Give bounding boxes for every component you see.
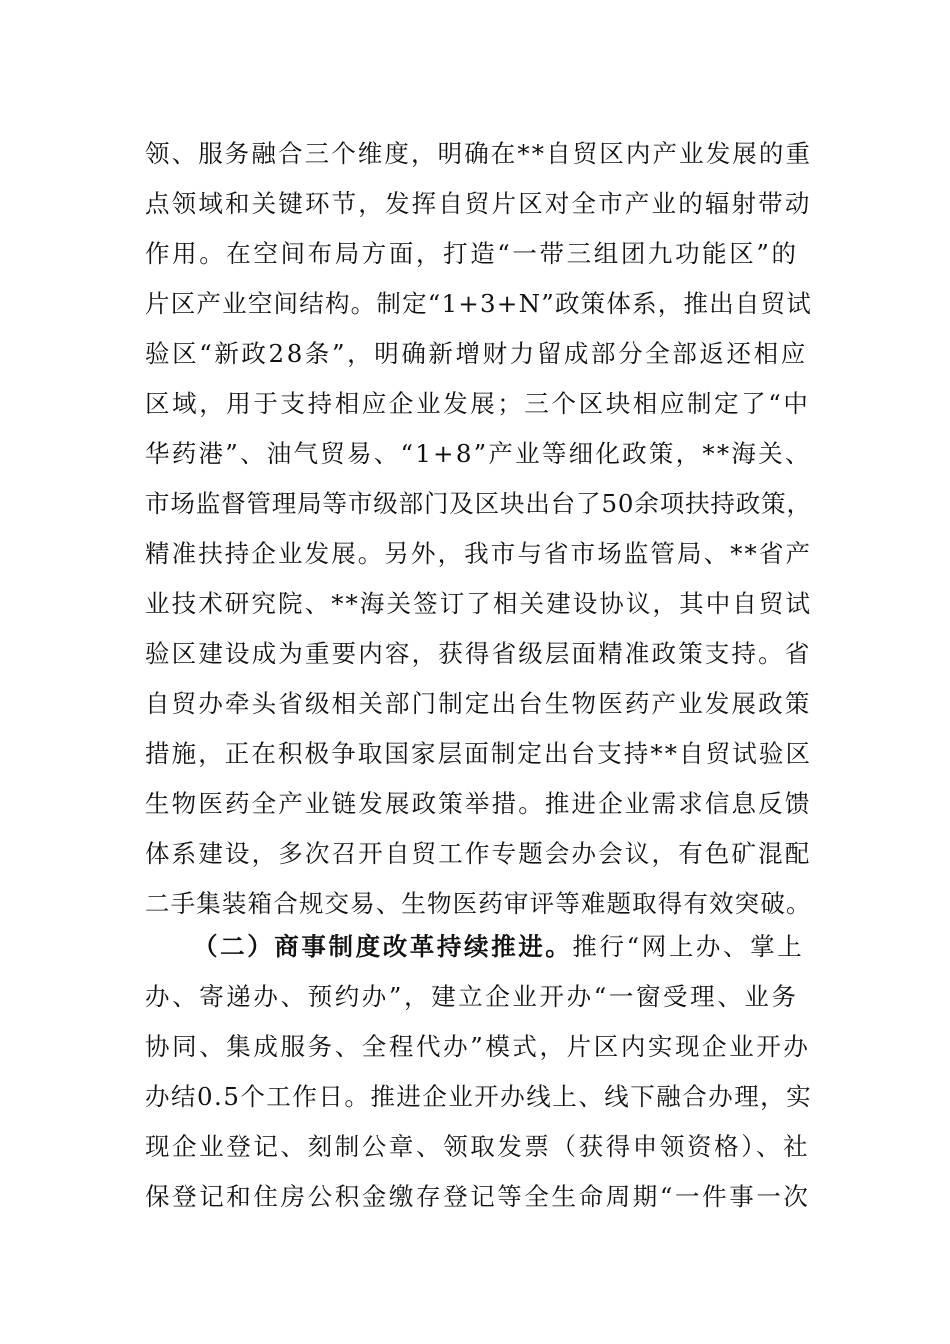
body-text-line: 验区建设成为重要内容，获得省级层面精准政策支持。省 bbox=[145, 639, 812, 668]
body-text-line: 片区产业空间结构。制定“1+3+N”政策体系，推出自贸试 bbox=[145, 289, 813, 318]
body-text-line: 办、寄递办、预约办”，建立企业开办“一窗受理、业务 bbox=[145, 982, 799, 1011]
body-text-line: 现企业登记、刻制公章、领取发票（获得申领资格）、社 bbox=[145, 1132, 811, 1161]
body-text-line: 办结0.5个工作日。推进企业开办线上、线下融合办理，实 bbox=[145, 1082, 813, 1111]
body-text-line: 协同、集成服务、全程代办”模式，片区内实现企业开办 bbox=[145, 1032, 811, 1061]
section-heading: （二）商事制度改革持续推进。 bbox=[193, 932, 573, 961]
body-text-line: 精准扶持企业发展。另外，我市与省市场监管局、**省产 bbox=[145, 539, 813, 568]
body-text-line: 区域，用于支持相应企业发展；三个区块相应制定了“中 bbox=[145, 389, 811, 418]
body-text-line: 作用。在空间布局方面，打造“一带三组团九功能区”的 bbox=[145, 239, 799, 268]
body-text-line: 点领域和关键环节，发挥自贸片区对全市产业的辐射带动 bbox=[145, 189, 812, 218]
body-text-line: 华药港”、油气贸易、“1+8”产业等细化政策，**海关、 bbox=[145, 439, 812, 468]
section-first-line bbox=[193, 922, 804, 972]
body-text-line: 市场监督管理局等市级部门及区块出台了50余项扶持政策， bbox=[145, 489, 812, 518]
body-text-line: 领、服务融合三个维度，明确在**自贸区内产业发展的重 bbox=[145, 139, 813, 168]
body-text-line: 措施，正在积极争取国家层面制定出台支持**自贸试验区 bbox=[145, 739, 813, 768]
body-text-line: 生物医药全产业链发展政策举措。推进企业需求信息反馈 bbox=[145, 789, 812, 818]
section-text: 推行“网上办、掌上 bbox=[572, 932, 805, 961]
body-text-line: 业技术研究院、**海关签订了相关建设协议，其中自贸试 bbox=[145, 589, 813, 618]
body-text-line: 保登记和住房公积金缴存登记等全生命周期“一件事一次 bbox=[145, 1182, 811, 1211]
body-text-line: 验区“新政28条”，明确新增财力留成部分全部返还相应 bbox=[145, 339, 808, 368]
body-text-line: 体系建设，多次召开自贸工作专题会办会议，有色矿混配 bbox=[145, 839, 812, 868]
body-text-line: 二手集装箱合规交易、生物医药审评等难题取得有效突破。 bbox=[145, 889, 812, 918]
body-text-line: 自贸办牵头省级相关部门制定出台生物医药产业发展政策 bbox=[145, 689, 812, 718]
